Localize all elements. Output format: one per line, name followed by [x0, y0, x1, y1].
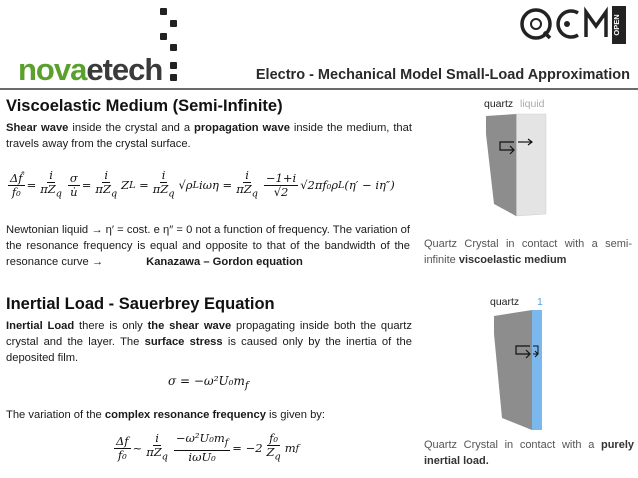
- section1-intro: Shear wave inside the crystal and a propagation wave inside the medium, that travels away from the crystal surface.: [6, 122, 412, 150]
- quartz-label-2: quartz: [490, 296, 520, 308]
- inertial-figure: [480, 294, 620, 432]
- header-divider: [0, 88, 638, 90]
- section2-paragraph1: Inertial Load there is only the shear wave propagating inside both the quartz crystal and the layer. The surface stress is caused only by the inertia of the deposited film.: [6, 320, 412, 364]
- liquid-label: liquid: [520, 98, 545, 110]
- liquid-block: [516, 114, 546, 216]
- equation-name: Kanazawa – Gordon equation: [146, 256, 303, 268]
- viscoelastic-figure: [472, 94, 622, 222]
- layer-label: 1: [537, 296, 543, 308]
- novaetech-logo: novaetech: [18, 52, 163, 87]
- viscoelastic-formula: $\frac{\Delta f̂}{\text{f₀}}$ = $\frac{i}{\pi Z_q}$ $\frac{\sigma}{u̇}$ = $\frac{i}{\pi Z_q}$ Z L = $\frac{i}{\pi Z_q}$ √ρ L iωη = $\frac{i}{\pi Z_q}$ $\frac{-1+i}{√2}$ √2πf₀ρ L (η′ − iη″): [10, 168, 395, 200]
- figure2-caption: Quartz Crystal in contact with a purely inertial load.: [424, 439, 634, 467]
- section2-paragraph2: The variation of the complex resonance frequency is given by:: [6, 409, 326, 421]
- section1-heading: Viscoelastic Medium (Semi-Infinite): [6, 97, 283, 115]
- page-title: Electro - Mechanical Model Small-Load Approximation: [255, 67, 630, 83]
- figure1-caption: Quartz Crystal in contact with a semi-infinite viscoelastic medium: [424, 238, 632, 266]
- open-badge: OPEN: [612, 14, 621, 36]
- quartz-label: quartz: [484, 98, 514, 110]
- stress-formula: $\sigma = -\omega^2U_0m_f$: [168, 374, 249, 392]
- newtonian-paragraph: Newtonian liquid → η′ = cost. e η″ = 0 not a function of frequency. The variation of the resonance frequency is equal and opposite to that of the bandwidth of the resonance curve → Kanazawa – Gordon equation: [6, 224, 410, 268]
- inertial-layer: [532, 310, 542, 430]
- quartz-block-2: [494, 310, 532, 430]
- sauerbrey-formula: $\frac{\Delta f}{\text{f₀}}$ ~ $\frac{i}{\pi Z_q}$ $\frac{-\omega^2U_0m_f}{\text{iωU₀}}$ = −2 $\frac{\text{f₀}}{Z_q}$ m f: [116, 431, 300, 464]
- qcm-logo: [520, 4, 630, 46]
- section2-heading: Inertial Load - Sauerbrey Equation: [6, 295, 275, 313]
- quartz-block: [486, 114, 516, 216]
